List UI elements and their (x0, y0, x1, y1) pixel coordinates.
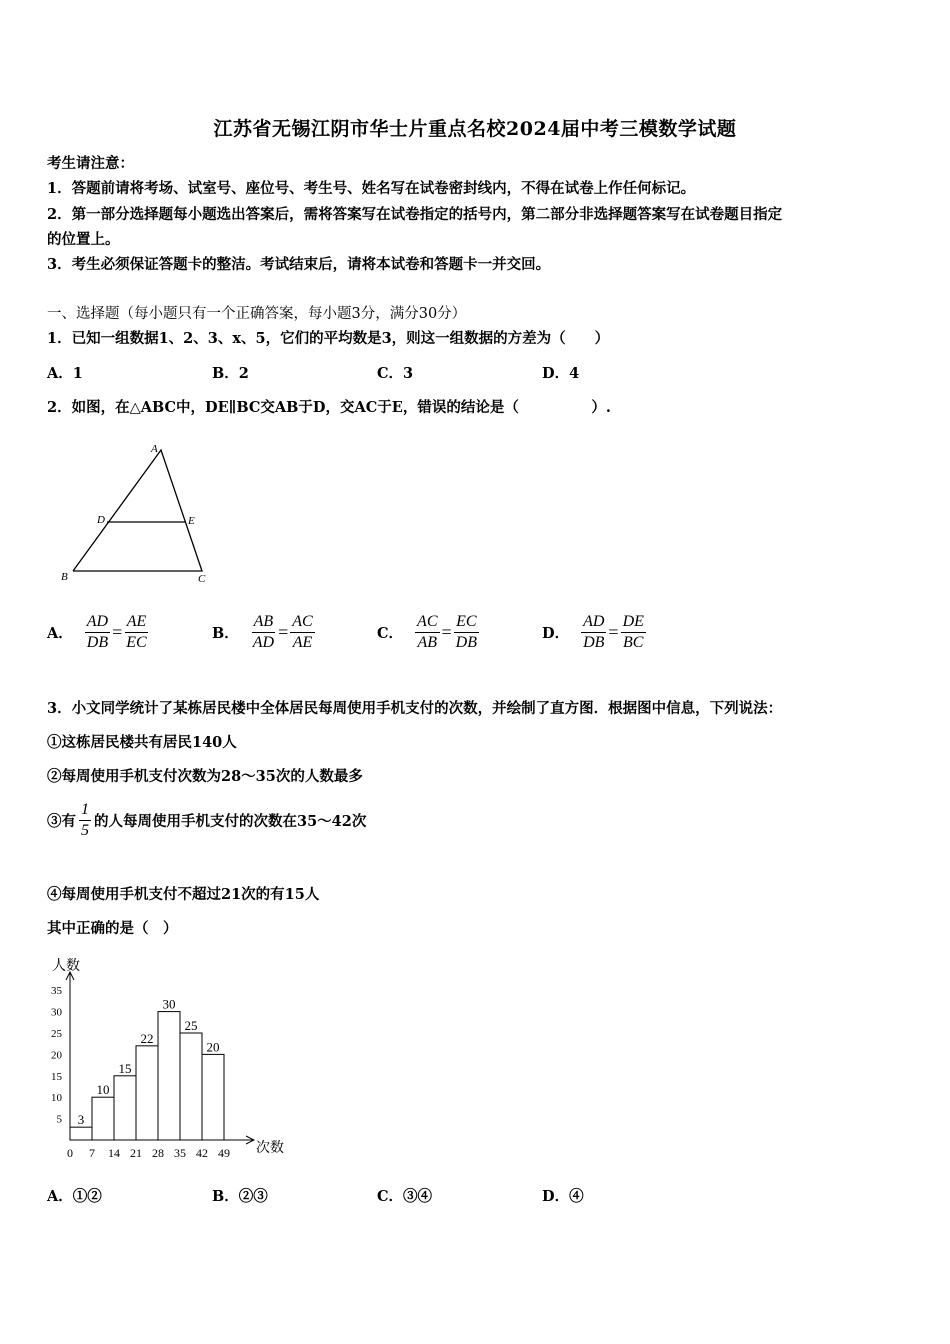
q3-option-d[interactable]: D．④ (542, 1188, 584, 1205)
q3-option-b[interactable]: B．②③ (212, 1188, 268, 1205)
y-tick-label: 15 (51, 1070, 62, 1083)
histogram-bar (136, 1046, 158, 1140)
q2-option-a[interactable]: A． $\frac{AD}{DB}$ = $\frac{AE}{EC}$ (47, 613, 147, 651)
x-tick-label: 7 (89, 1146, 95, 1160)
x-axis-label: 次数 (256, 1141, 284, 1156)
label-c: C (198, 573, 206, 585)
x-tick-label: 28 (152, 1146, 164, 1160)
label-d: D (97, 514, 105, 526)
x-tick-label: 14 (108, 1146, 120, 1160)
bar-value-label: 22 (140, 1030, 154, 1046)
q3-option-a[interactable]: A．①② (47, 1188, 102, 1205)
q2-option-d[interactable]: D． $\frac{AD}{DB}$ = $\frac{DE}{BC}$ (542, 613, 644, 651)
histogram-bar (202, 1054, 224, 1140)
y-tick-label: 25 (51, 1028, 62, 1040)
y-tick-label: 20 (51, 1049, 62, 1062)
q1-stem: 1．已知一组数据1、2、3、x、5，它们的平均数是3，则这一组数据的方差为（ ） (47, 330, 610, 347)
q3-statement-2: ②每周使用手机支付次数为28～35次的人数最多 (47, 768, 363, 785)
label-e: E (188, 515, 195, 527)
notice-line-1: 1．答题前请将考场、试室号、座位号、考生号、姓名写在试卷密封线内，不得在试卷上作任何标记。 (47, 180, 696, 197)
q3-ask: 其中正确的是（ ） (47, 920, 178, 937)
notice-line-3: 3．考生必须保证答题卡的整洁。考试结束后，请将本试卷和答题卡一并交回。 (47, 256, 551, 273)
y-tick-label: 30 (51, 1006, 62, 1019)
q2-stem: 2．如图，在△ABC中，DE∥BC交AB于D，交AC于E，错误的结论是（ ）. (47, 399, 611, 416)
bar-value-label: 3 (77, 1112, 85, 1128)
histogram-bar (114, 1076, 136, 1140)
q1-option-d[interactable]: D．4 (542, 365, 580, 382)
x-tick-label: 42 (196, 1146, 208, 1160)
histogram-bar (158, 1012, 180, 1140)
y-tick-label: 35 (51, 985, 62, 998)
bar-value-label: 30 (162, 996, 176, 1012)
q2-option-b[interactable]: B． $\frac{AB}{AD}$ = $\frac{AC}{AE}$ (212, 613, 313, 651)
bar-value-label: 15 (118, 1060, 132, 1076)
q2-option-c[interactable]: C． $\frac{AC}{AB}$ = $\frac{EC}{DB}$ (377, 613, 477, 651)
q3-statement-3: ③有 $\frac{1}{5}$ 的人每周使用手机支付的次数在35～42次 (47, 801, 367, 839)
bar-value-label: 20 (206, 1039, 220, 1055)
q3-statement-4: ④每周使用手机支付不超过21次的有15人 (47, 886, 320, 903)
y-tick-label: 5 (56, 1113, 62, 1126)
notice-line-2-cont: 的位置上。 (47, 231, 120, 248)
x-tick-label: 35 (174, 1146, 186, 1160)
x-tick-label: 0 (67, 1146, 73, 1160)
notice-heading: 考生请注意： (47, 155, 134, 172)
page-title: 江苏省无锡江阴市华士片重点名校2024届中考三模数学试题 (213, 118, 737, 140)
histogram-bar (180, 1033, 202, 1140)
histogram-chart (40, 952, 290, 1167)
x-tick-label: 49 (218, 1146, 230, 1160)
notice-line-2: 2．第一部分选择题每小题选出答案后，需将答案写在试卷指定的括号内，第二部分非选择题答案写在试卷题目指定 (47, 206, 783, 223)
q3-statement-1: ①这栋居民楼共有居民140人 (47, 734, 237, 751)
q3-stem: 3．小文同学统计了某栋居民楼中全体居民每周使用手机支付的次数，并绘制了直方图．根据图中信息，下列说法： (47, 700, 783, 717)
bar-value-label: 10 (96, 1082, 110, 1098)
label-b: B (61, 571, 68, 583)
q1-option-a[interactable]: A．1 (47, 365, 83, 382)
x-tick-label: 21 (130, 1146, 142, 1160)
q3-option-c[interactable]: C．③④ (377, 1188, 433, 1205)
label-a: A (151, 443, 158, 455)
q1-option-b[interactable]: B．2 (212, 365, 249, 382)
y-axis-label: 人数 (52, 959, 80, 974)
histogram-bar (70, 1127, 92, 1140)
histogram-bar (92, 1097, 114, 1140)
triangle-figure (55, 438, 215, 588)
y-tick-label: 10 (51, 1092, 62, 1105)
bar-value-label: 25 (184, 1018, 198, 1033)
section-heading: 一、选择题（每小题只有一个正确答案，每小题3分，满分30分） (47, 306, 467, 322)
q1-option-c[interactable]: C．3 (377, 365, 414, 382)
